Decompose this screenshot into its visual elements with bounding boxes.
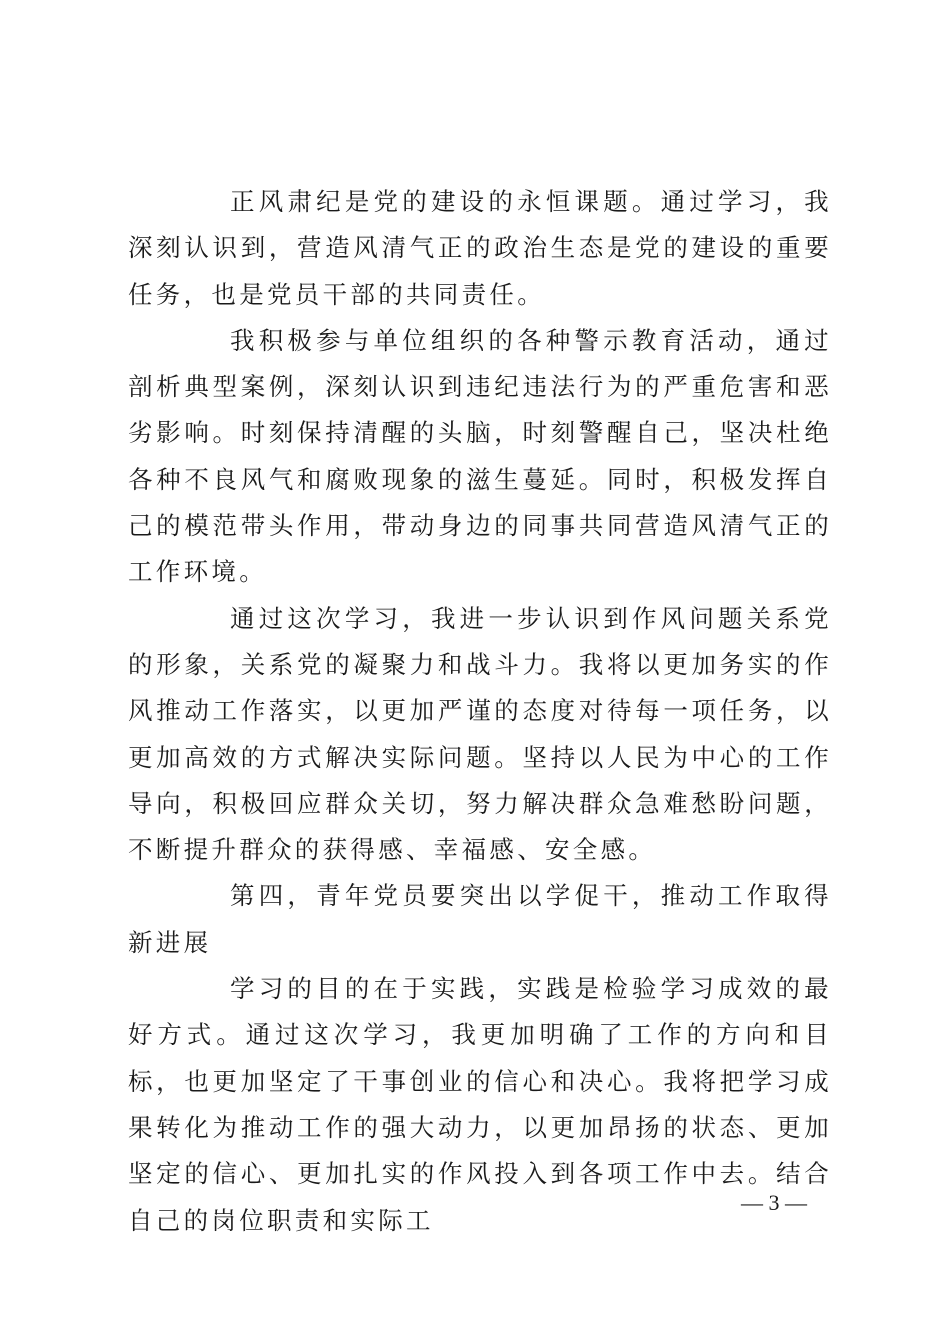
paragraph-warning-education: 我积极参与单位组织的各种警示教育活动，通过剖析典型案例，深刻认识到违纪违法行为的严重危害和恶劣影响。时刻保持清醒的头脑，时刻警醒自己，坚决杜绝各种不良风气和腐败现象的滋生蔓延。同时，积极发挥自己的模范带头作用，带动身边的同事共同营造风清气正的工作环境。: [128, 325, 832, 587]
page-number: — 3 —: [741, 1190, 807, 1215]
section-heading-fourth: 第四，青年党员要突出以学促干，推动工作取得新进展: [128, 881, 832, 957]
paragraph-work-style: 通过这次学习，我进一步认识到作风问题关系党的形象，关系党的凝聚力和战斗力。我将以更加务实的作风推动工作落实，以更加严谨的态度对待每一项任务，以更加高效的方式解决实际问题。坚持以人民为中心的工作导向，积极回应群众关切，努力解决群众急难愁盼问题，不断提升群众的获得感、幸福感、安全感。: [128, 603, 832, 865]
body-text: [128, 179, 832, 1244]
paragraph-discipline: 正风肃纪是党的建设的永恒课题。通过学习，我深刻认识到，营造风清气正的政治生态是党的建设的重要任务，也是党员干部的共同责任。: [128, 187, 832, 309]
paragraph-practice: 学习的目的在于实践，实践是检验学习成效的最好方式。通过这次学习，我更加明确了工作的方向和目标，也更加坚定了干事创业的信心和决心。我将把学习成果转化为推动工作的强大动力，以更加昂扬的状态、更加坚定的信心、更加扎实的作风投入到各项工作中去。结合自己的岗位职责和实际工: [128, 974, 832, 1235]
